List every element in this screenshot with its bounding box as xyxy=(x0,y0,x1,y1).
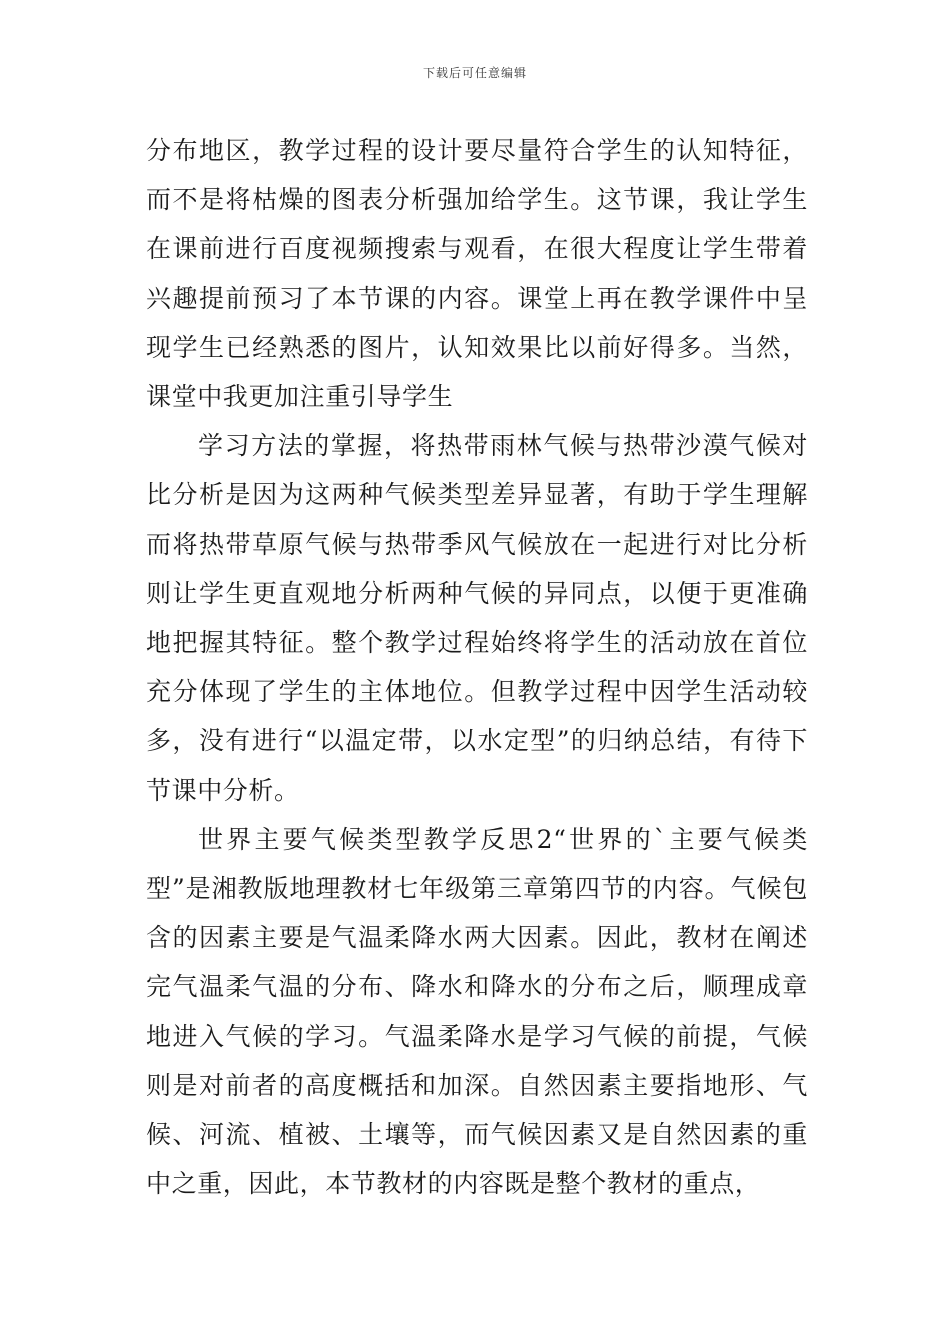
paragraph-1: 分布地区，教学过程的设计要尽量符合学生的认知特征，而不是将枯燥的图表分析强加给学生。这节课，我让学生在课前进行百度视频搜索与观看，在很大程度让学生带着兴趣提前预习了本节课的内容。课堂上再在教学课件中呈现学生已经熟悉的图片，认知效果比以前好得多。当然，课堂中我更加注重引导学生 xyxy=(146,136,808,412)
page-header: 下载后可任意编辑 xyxy=(422,66,527,80)
document-body xyxy=(146,126,808,1208)
paragraph-2: 学习方法的掌握，将热带雨林气候与热带沙漠气候对比分析是因为这两种气候类型差异显著，有助于学生理解而将热带草原气候与热带季风气候放在一起进行对比分析则让学生更直观地分析两种气候的异同点，以便于更准确地把握其特征。整个教学过程始终将学生的活动放在首位充分体现了学生的主体地位。但教学过程中因学生活动较多，没有进行“以温定带，以水定型”的归纳总结，有待下节课中分析。 xyxy=(146,431,808,805)
paragraph-3: 世界主要气候类型教学反思2“世界的`主要气候类型”是湘教版地理教材七年级第三章第四节的内容。气候包含的因素主要是气温柔降水两大因素。因此，教材在阐述完气温柔气温的分布、降水和降水的分布之后，顺理成章地进入气候的学习。气温柔降水是学习气候的前提，气候则是对前者的高度概括和加深。自然因素主要指地形、气候、河流、植被、土壤等，而气候因素又是自然因素的重中之重，因此，本节教材的内容既是整个教材的重点， xyxy=(146,824,808,1199)
